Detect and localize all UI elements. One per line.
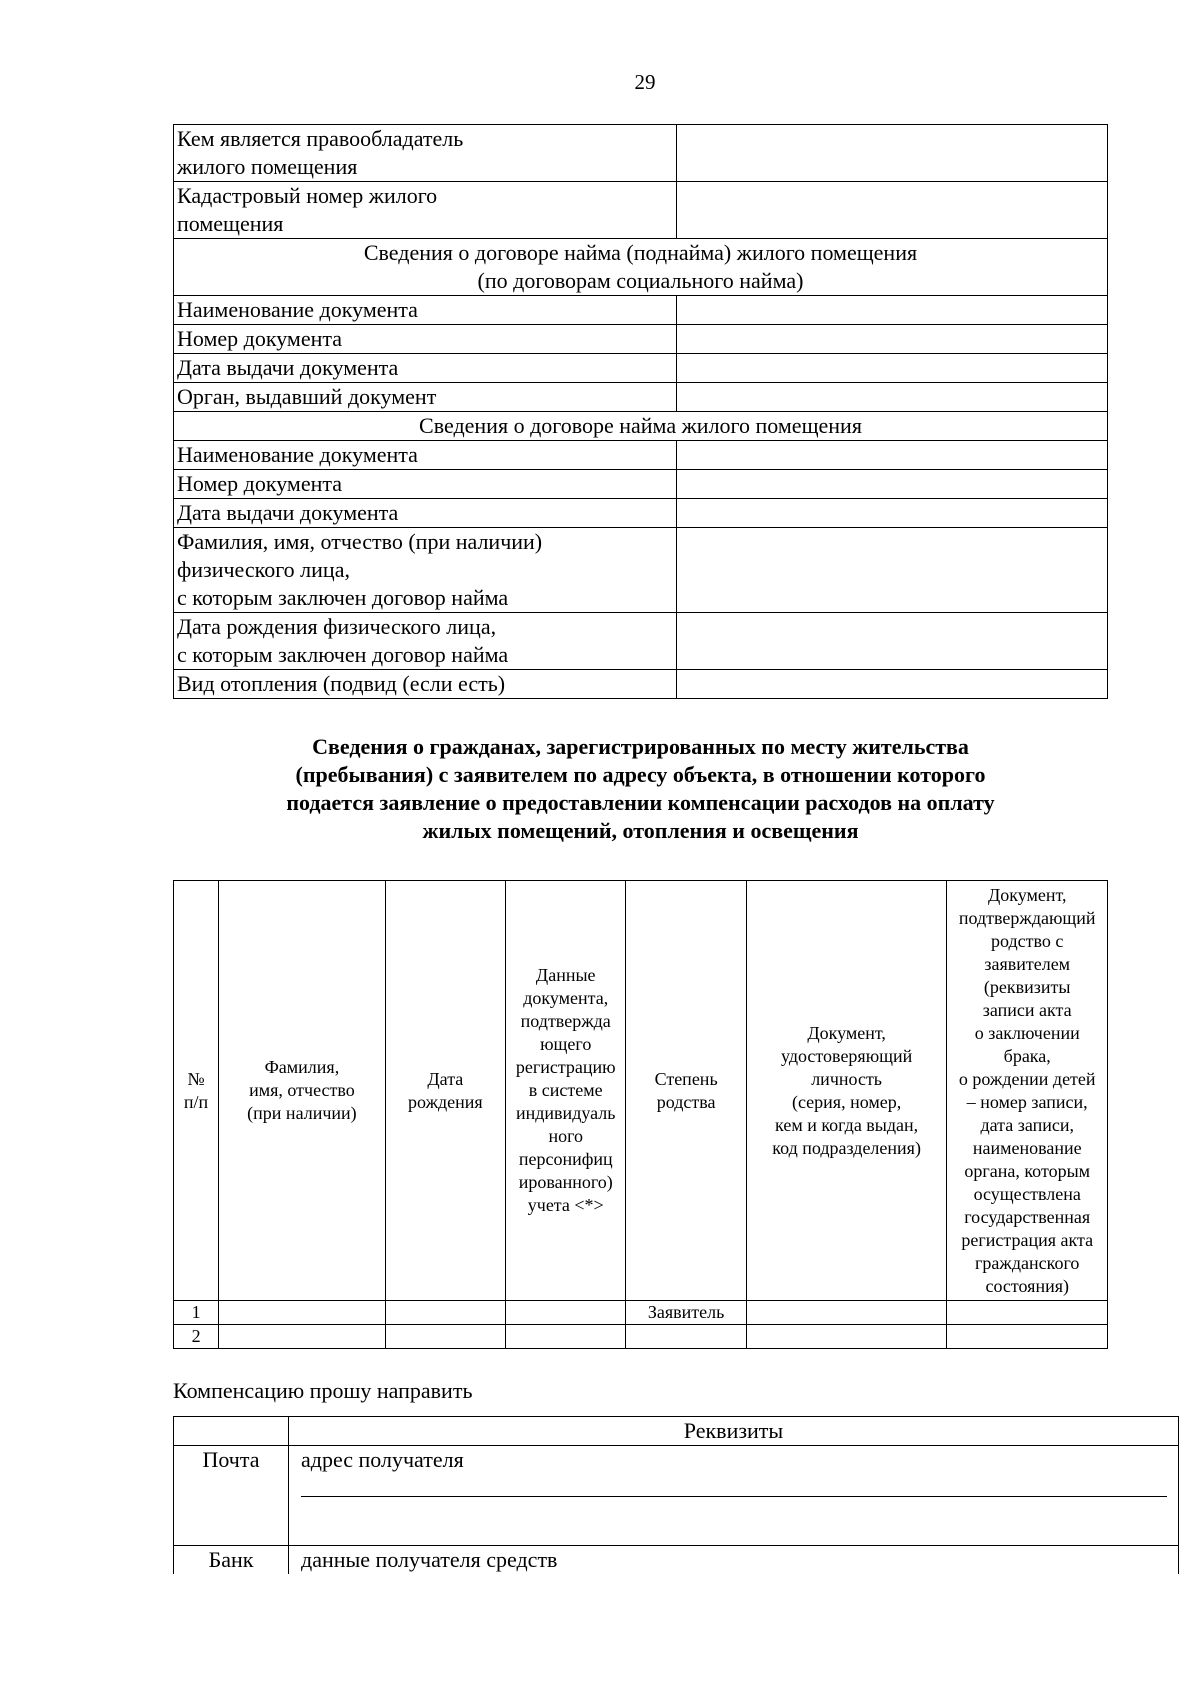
table-row xyxy=(174,1301,1108,1325)
field-label xyxy=(174,325,677,354)
text-line: Сведения о договоре найма жилого помещения xyxy=(419,413,862,438)
table-row xyxy=(174,670,1108,699)
field-value-cell[interactable] xyxy=(677,125,1108,182)
text-line: код подразделения) xyxy=(772,1137,921,1158)
text-line: Номер документа xyxy=(177,326,343,351)
requisites-header: Реквизиты xyxy=(289,1417,1179,1446)
text-line: Орган, выдавший документ xyxy=(177,384,437,409)
text-line: Номер документа xyxy=(177,471,343,496)
table-row xyxy=(174,412,1108,441)
text-line: родство с xyxy=(991,930,1064,951)
text-line: документа, xyxy=(523,988,609,1008)
text-line: наименование xyxy=(972,1137,1082,1158)
field-value-cell[interactable] xyxy=(677,613,1108,670)
text-line: дата записи, xyxy=(980,1114,1074,1135)
text-line: Кадастровый номер жилого xyxy=(177,183,438,208)
text-line: физического лица, xyxy=(177,557,350,582)
text-line: Сведения о гражданах, зарегистрированных по месту жительства xyxy=(312,734,969,759)
subsection-header xyxy=(174,239,1108,296)
field-label xyxy=(174,441,677,470)
field-label xyxy=(174,670,677,699)
text-line: регистрация акта xyxy=(961,1229,1094,1250)
text-line: учета <*> xyxy=(527,1195,604,1215)
text-line: Дата рождения физического лица, xyxy=(177,614,497,639)
text-line: имя, отчество xyxy=(249,1080,355,1100)
text-line: с которым заключен договор найма xyxy=(177,585,509,610)
table-cell[interactable] xyxy=(626,1325,746,1349)
text-line: персонифиц xyxy=(518,1149,613,1169)
text-line: подается заявление о предоставлении компенсации расходов на оплату xyxy=(286,790,995,815)
field-value-cell[interactable] xyxy=(677,182,1108,239)
text-line: жилых помещений, отопления и освещения xyxy=(422,818,859,843)
text-line: Сведения о договоре найма (поднайма) жилого помещения xyxy=(363,240,918,265)
table-row xyxy=(174,441,1108,470)
text-line: личность xyxy=(811,1068,883,1089)
field-label xyxy=(174,182,677,239)
field-label xyxy=(174,296,677,325)
text-line: Дата выдачи документа xyxy=(177,355,399,380)
text-line: ированного) xyxy=(518,1172,613,1192)
text-line: кем и когда выдан, xyxy=(775,1114,919,1135)
table-row xyxy=(174,613,1108,670)
table-cell[interactable] xyxy=(947,1301,1108,1325)
text-line: удостоверяющий xyxy=(780,1045,913,1066)
field-value-cell[interactable] xyxy=(677,470,1108,499)
column-header xyxy=(626,881,746,1301)
text-line: Данные xyxy=(535,965,596,985)
text-line: подтвержда xyxy=(520,1011,611,1031)
table-row xyxy=(174,296,1108,325)
text-line: регистрацию xyxy=(515,1057,616,1077)
text-line: состояния) xyxy=(985,1275,1069,1296)
text-line: органа, которым xyxy=(964,1160,1091,1181)
column-header xyxy=(506,881,626,1301)
text-line: (серия, номер, xyxy=(791,1091,902,1112)
table-cell[interactable] xyxy=(385,1325,505,1349)
field-label xyxy=(174,528,677,613)
text-line: с которым заключен договор найма xyxy=(177,642,509,667)
text-line: государственная xyxy=(964,1206,1091,1227)
text-line: Документ, xyxy=(987,884,1067,905)
field-value-cell[interactable] xyxy=(677,670,1108,699)
text-line: Документ, xyxy=(807,1022,886,1043)
address-input-line[interactable] xyxy=(301,1496,1167,1497)
text-line: брака, xyxy=(1003,1045,1051,1066)
table-cell[interactable] xyxy=(385,1301,505,1325)
housing-info-table xyxy=(173,124,1108,699)
table-row xyxy=(174,354,1108,383)
field-value-cell[interactable] xyxy=(677,499,1108,528)
text-line: Фамилия, имя, отчество (при наличии) xyxy=(177,529,543,554)
method-header-cell xyxy=(174,1417,289,1446)
field-label xyxy=(174,383,677,412)
text-line: Фамилия, xyxy=(264,1057,340,1077)
table-row xyxy=(174,383,1108,412)
field-label xyxy=(174,125,677,182)
bank-details-cell[interactable]: данные получателя средств xyxy=(289,1546,1179,1575)
section-title xyxy=(173,733,1108,845)
column-header xyxy=(219,881,386,1301)
text-line: Степень xyxy=(654,1068,718,1089)
text-line: заявителем xyxy=(984,953,1071,974)
text-line: индивидуаль xyxy=(516,1103,616,1123)
text-line: о заключении xyxy=(974,1022,1080,1043)
text-line: (при наличии) xyxy=(247,1103,357,1123)
subsection-header xyxy=(174,412,1108,441)
field-value-cell[interactable] xyxy=(677,528,1108,613)
text-line: подтверждающий xyxy=(958,907,1096,928)
table-cell[interactable]: Заявитель xyxy=(626,1301,746,1325)
table-row xyxy=(174,325,1108,354)
text-line: жилого помещения xyxy=(177,154,358,179)
field-label xyxy=(174,470,677,499)
table-row xyxy=(174,125,1108,182)
text-line: ного xyxy=(548,1126,584,1146)
text-line: осуществлена xyxy=(973,1183,1081,1204)
column-header xyxy=(174,881,219,1301)
text-line: записи акта xyxy=(982,999,1072,1020)
table-row xyxy=(174,470,1108,499)
mail-details-cell[interactable] xyxy=(289,1446,1179,1546)
field-value-cell[interactable] xyxy=(677,296,1108,325)
table-cell[interactable] xyxy=(947,1325,1108,1349)
text-line: в системе xyxy=(528,1080,603,1100)
compensation-label: Компенсацию прошу направить xyxy=(173,1378,473,1403)
text-line: Дата выдачи документа xyxy=(177,500,399,525)
text-line: рождения xyxy=(408,1091,483,1112)
table-row xyxy=(174,1325,1108,1349)
text-line: (пребывания) с заявителем по адресу объекта, в отношении которого xyxy=(295,762,986,787)
field-label xyxy=(174,613,677,670)
text-line: ющего xyxy=(540,1034,592,1054)
table-cell[interactable] xyxy=(219,1301,386,1325)
text-line: Кем является правообладатель xyxy=(177,126,464,151)
text-line: помещения xyxy=(177,211,284,236)
table-cell[interactable] xyxy=(746,1325,947,1349)
row-number-cell: 1 xyxy=(174,1301,219,1325)
text-line: родства xyxy=(656,1091,716,1112)
page-number: 29 xyxy=(634,70,656,94)
text-line: – номер записи, xyxy=(966,1091,1088,1112)
column-header xyxy=(947,881,1108,1301)
text-line: Наименование документа xyxy=(177,442,418,467)
registered-citizens-table xyxy=(173,880,1108,1349)
table-row xyxy=(174,239,1108,296)
column-header xyxy=(746,881,947,1301)
text-line: Вид отопления (подвид (если есть) xyxy=(177,671,506,696)
field-value-cell[interactable] xyxy=(677,441,1108,470)
column-header xyxy=(385,881,505,1301)
field-value-cell[interactable] xyxy=(677,325,1108,354)
recipient-address-label: адрес получателя xyxy=(301,1447,464,1472)
text-line: № xyxy=(187,1068,205,1089)
field-value-cell[interactable] xyxy=(677,383,1108,412)
text-line: о рождении детей xyxy=(958,1068,1096,1089)
text-line: (по договорам социального найма) xyxy=(477,268,804,293)
method-mail: Почта xyxy=(174,1446,289,1546)
text-line: Дата xyxy=(427,1068,464,1089)
field-label xyxy=(174,354,677,383)
table-cell[interactable] xyxy=(506,1301,626,1325)
payment-details-table xyxy=(173,1416,1179,1574)
field-label xyxy=(174,499,677,528)
table-row xyxy=(174,528,1108,613)
table-cell[interactable] xyxy=(219,1325,386,1349)
text-line: Наименование документа xyxy=(177,297,418,322)
table-row xyxy=(174,182,1108,239)
table-cell[interactable] xyxy=(746,1301,947,1325)
field-value-cell[interactable] xyxy=(677,354,1108,383)
text-line: п/п xyxy=(183,1091,209,1112)
row-number-cell: 2 xyxy=(174,1325,219,1349)
table-cell[interactable] xyxy=(506,1325,626,1349)
text-line: гражданского xyxy=(975,1252,1080,1273)
text-line: (реквизиты xyxy=(983,976,1071,997)
table-row xyxy=(174,499,1108,528)
method-bank: Банк xyxy=(174,1546,289,1575)
